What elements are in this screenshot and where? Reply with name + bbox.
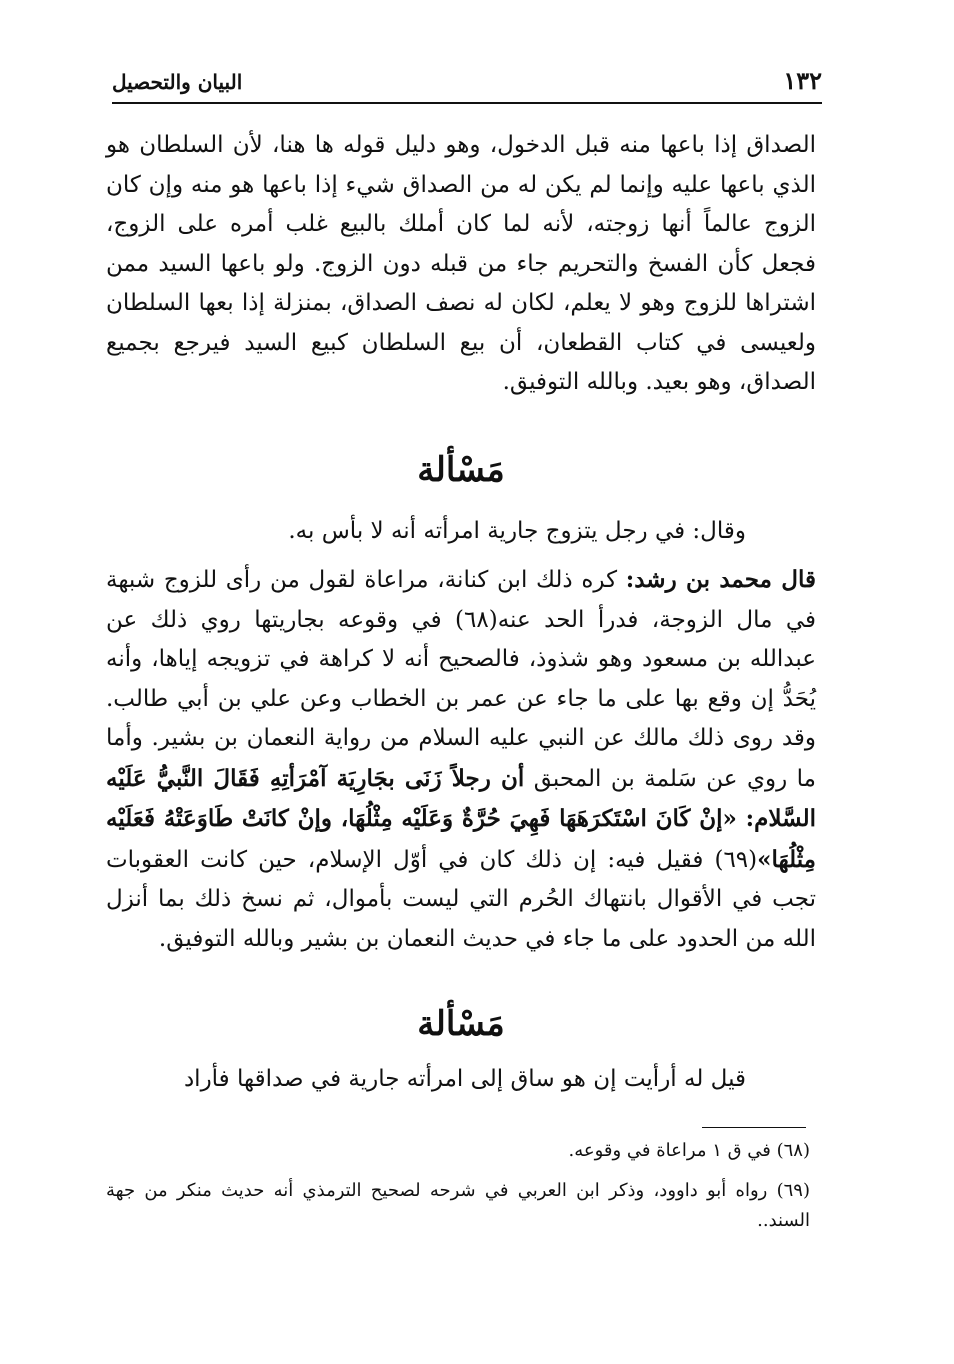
section-heading-1: مَسْألة — [417, 450, 505, 490]
speaker-label: قال محمد بن رشد: — [625, 566, 816, 593]
footnote-separator — [702, 1127, 806, 1128]
footnote-ref-69: (٦٩) — [714, 846, 758, 873]
paragraph-3-text-b: في وقوعه بجاريتها روي ذلك عن عبدالله بن مسعود وهو شذوذ، فالصحيح أنه لا كراهة في تزويجه إياها، وأنه يُحَدُّ إن وقع بها على ما جاء عن عمر بن الخطاب وعن علي بن أبي طالب. وقد روى ذلك مالك عن النبي عليه السلام من رواية النعمان بن بشير. وأما ما روي عن سَلمة بن المحبق — [106, 606, 816, 792]
hadith-quote: أن رجلاً زَنَى بجَارِيَة آمْرَأتِهِ فَقَالَ النَّبيُّ عَلَيْه السَّلام: «إنْ كَانَ اسْتَكرَهَهَا فَهِيَ حُرَّةٌ وَعَلَيْه مِثْلُهَا، وإنْ كانَتْ طَاوَعَتْهُ فَعَلَيْه مِثْلُهَا» — [106, 764, 816, 873]
running-title: البيان والتحصيل — [112, 70, 243, 94]
footnote-ref-68: (٦٨) — [455, 606, 498, 633]
footnote-68: (٦٨) في ق ١ مراعاة في وقوعه. — [568, 1140, 810, 1161]
paragraph-3 — [106, 560, 816, 959]
paragraph-1: الصداق إذا باعها منه قبل الدخول، وهو دليل قوله ها هنا، لأن السلطان هو الذي باعها عليه وإنما لم يكن له من الصداق شيء إذا باعها هو منه وإن كان الزوج عالماً أنها زوجته، لأنه لما كان أملك بالبيع غلب أمره على الزوج، فجعل كأن الفسخ والتحريم جاء من قبله دون الزوج. ولو باعها السيد ممن اشتراها للزوج وهو لا يعلم، لكان له نصف الصداق، بمنزلة إذا بعها السلطان ولعيسى في كتاب القطعان، أن بيع السلطان كبيع السيد فيرجع بجميع الصداق، وهو بعيد. وبالله التوفيق. — [106, 132, 816, 395]
paragraph-4: قيل له أرأيت إن هو ساق إلى امرأته جارية في صداقها فأراد — [183, 1066, 746, 1092]
paragraph-2: وقال: في رجل يتزوج جارية امرأته أنه لا بأس به. — [288, 518, 746, 544]
paragraph-3-text-c: فقيل فيه: إن ذلك كان في أوّل الإسلام، حين كانت العقوبات تجب في الأقوال بانتهاك الحُرم التي ليست بأموال، ثم نسخ ذلك بما أنزل الله من الحدود على ما جاء في حديث النعمان بن بشير وبالله التوفيق. — [106, 846, 816, 952]
footnote-69: (٦٩) رواه أبو داوود، وذكر ابن العربي في شرحه لصحيح الترمذي أنه حديث منكر من جهة السند.. — [106, 1180, 810, 1231]
section-heading-2: مَسْألة — [417, 1004, 505, 1044]
page-header — [112, 62, 822, 104]
paragraph-3-text-a: كره ذلك ابن كنانة، مراعاة لقول من رأى للزوج شبهة في مال الزوجة، فدرأ الحد عنه — [106, 567, 816, 633]
page-number: ١٣٢ — [783, 66, 822, 95]
